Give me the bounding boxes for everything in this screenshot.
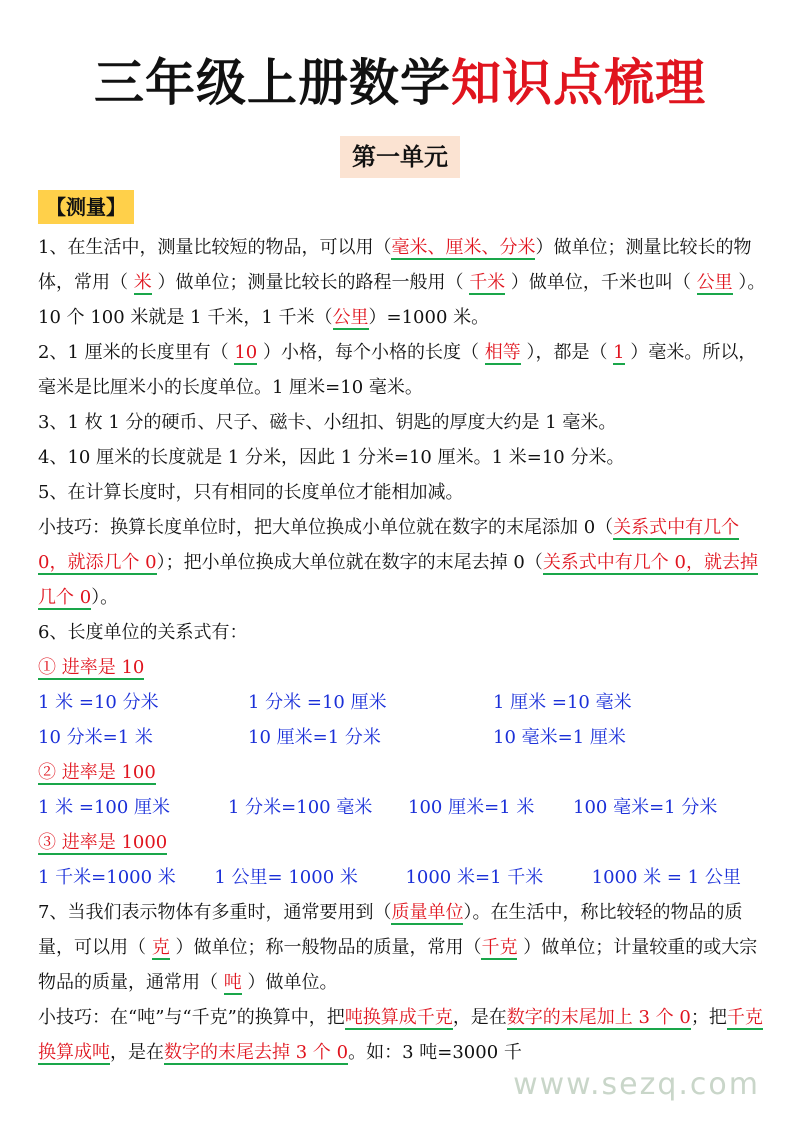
rate-heading-1000: ③ 进率是 1000	[38, 832, 168, 853]
unit-heading: 第一单元	[340, 136, 460, 178]
relation-item: 1 公里= 1000 米	[214, 867, 358, 888]
blank-answer: 毫米、厘米、分米	[391, 237, 536, 258]
page-title	[0, 48, 800, 118]
paragraph-4: 4、10 厘米的长度就是 1 分米，因此 1 分米=10 厘米。1 米=10 分米。	[38, 447, 625, 468]
paragraph-6: 6、长度单位的关系式有：	[38, 622, 248, 643]
relation-item: 1 千米=1000 米	[38, 867, 176, 888]
rate-1000-row	[38, 860, 768, 895]
blank-answer: 米	[133, 272, 152, 293]
rate-heading-100: ② 进率是 100	[38, 762, 156, 783]
highlight-rule: 数字的末尾去掉 3 个 0	[164, 1042, 349, 1063]
blank-answer: 公里	[696, 272, 733, 293]
blank-answer: 吨	[223, 972, 242, 993]
section-badge: 【测量】	[38, 190, 134, 224]
relation-item: 100 毫米=1 分米	[573, 797, 718, 818]
tip-mass: 小技巧：在“吨”与“千克”的换算中，把吨换算成千克，是在数字的末尾加上 3 个 0；把千克换算成吨，是在数字的末尾去掉 3 个 0。如：3 吨=3000 千	[38, 1007, 763, 1063]
highlight-rule: 吨换算成千克	[344, 1007, 453, 1028]
relation-item: 1 米 =100 厘米	[38, 797, 171, 818]
blank-answer: 千克	[481, 937, 518, 958]
relation-item: 1 分米=100 毫米	[228, 797, 373, 818]
relation-item: 1 厘米 =10 毫米	[493, 692, 632, 713]
relation-item: 10 厘米=1 分米	[248, 727, 381, 748]
relation-item: 100 厘米=1 米	[408, 797, 535, 818]
relation-item: 10 毫米=1 厘米	[493, 727, 626, 748]
blank-answer: 10	[234, 342, 258, 363]
rate-10-row-1	[38, 685, 768, 720]
relation-item: 1000 米=1 千米	[405, 867, 544, 888]
paragraph-5: 5、在计算长度时，只有相同的长度单位才能相加减。	[38, 482, 464, 503]
paragraph-2: 2、1 厘米的长度里有（ 10 ）小格，每个小格的长度（ 相等 ），都是（ 1 ）毫米。所以，毫米是比厘米小的长度单位。1 厘米=10 毫米。	[38, 342, 757, 398]
rate-10-row-2	[38, 720, 768, 755]
highlight-rule: 关系式中有几个 0，就添几个 0	[38, 517, 740, 573]
blank-answer: 1	[613, 342, 625, 363]
content-body	[38, 230, 768, 1070]
blank-answer: 质量单位	[391, 902, 464, 923]
blank-answer: 公里	[332, 307, 369, 328]
rate-heading-10: ① 进率是 10	[38, 657, 145, 678]
blank-answer: 相等	[484, 342, 521, 363]
rate-100-row	[38, 790, 768, 825]
highlight-rule: 关系式中有几个 0，就去掉几个 0	[38, 552, 758, 608]
paragraph-7: 7、当我们表示物体有多重时，通常要用到（质量单位）。在生活中，称比较轻的物品的质量，可以用（ 克 ）做单位；称一般物品的质量，常用（千克 ）做单位；计量较重的或大宗物品的质量，通常用（ 吨 ）做单位。	[38, 902, 758, 993]
watermark: www.sezq.com	[513, 1067, 760, 1102]
blank-answer: 克	[151, 937, 170, 958]
tip-length: 小技巧：换算长度单位时，把大单位换成小单位就在数字的末尾添加 0（关系式中有几个 0，就添几个 0）；把小单位换成大单位就在数字的末尾去掉 0（关系式中有几个 0，就去掉几个 0）。	[38, 517, 758, 608]
relation-item: 10 分米=1 米	[38, 727, 153, 748]
paragraph-1: 1、在生活中，测量比较短的物品，可以用（毫米、厘米、分米）做单位；测量比较长的物体，常用（ 米 ）做单位；测量比较长的路程一般用（ 千米 ）做单位，千米也叫（ 公里 ）。10 个 100 米就是 1 千米，1 千米（公里）=1000 米。	[38, 237, 766, 328]
title-black: 三年级上册数学	[94, 53, 451, 112]
relation-item: 1 米 =10 分米	[38, 692, 159, 713]
highlight-rule: 千克换算成吨	[38, 1007, 763, 1063]
paragraph-3: 3、1 枚 1 分的硬币、尺子、磁卡、小纽扣、钥匙的厚度大约是 1 毫米。	[38, 412, 617, 433]
title-red: 知识点梳理	[451, 53, 706, 112]
relation-item: 1 分米 =10 厘米	[248, 692, 387, 713]
highlight-rule: 数字的末尾加上 3 个 0	[506, 1007, 691, 1028]
relation-item: 1000 米 = 1 公里	[591, 867, 741, 888]
blank-answer: 千米	[469, 272, 506, 293]
